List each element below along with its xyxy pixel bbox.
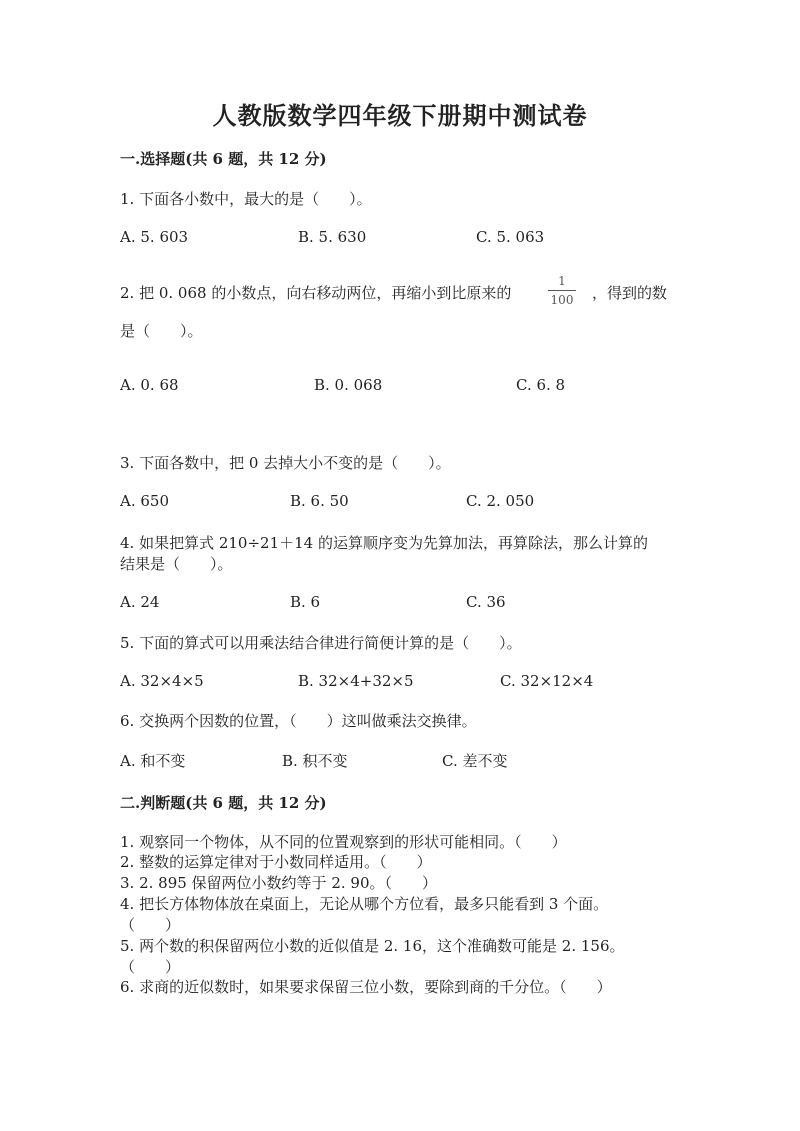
question-4-stem: 4. 如果把算式 210÷21＋14 的运算顺序变为先算加法，再算除法，那么计算的 bbox=[120, 534, 648, 552]
question-2-stem-continued: ，得到的数 bbox=[592, 284, 668, 302]
question-1-option-a: A. 5. 603 bbox=[120, 228, 189, 246]
section-heading-judgement: 二.判断题(共 6 题，共 12 分) bbox=[120, 794, 327, 812]
question-3-option-c: C. 2. 050 bbox=[466, 492, 535, 510]
fraction-denominator: 100 bbox=[550, 293, 574, 307]
question-4-stem-line2: 结果是（ ）。 bbox=[120, 555, 233, 573]
judgement-line: 5. 两个数的积保留两位小数的近似值是 2. 16，这个准确数可能是 2. 156。 bbox=[120, 937, 625, 955]
question-5-option-b: B. 32×4+32×5 bbox=[298, 672, 414, 690]
judgement-line: 4. 把长方体物体放在桌面上，无论从哪个方位看，最多只能看到 3 个面。 bbox=[120, 895, 609, 913]
question-6-option-a: A. 和不变 bbox=[120, 752, 186, 770]
question-5-option-a: A. 32×4×5 bbox=[120, 672, 204, 690]
question-6-stem: 6. 交换两个因数的位置，（ ）这叫做乘法交换律。 bbox=[120, 712, 477, 730]
question-3-stem: 3. 下面各数中，把 0 去掉大小不变的是（ ）。 bbox=[120, 454, 451, 472]
fraction-bar bbox=[548, 290, 576, 291]
question-2-stem-line2: 是（ ）。 bbox=[120, 322, 203, 340]
question-4-option-c: C. 36 bbox=[466, 593, 506, 611]
question-3-option-b: B. 6. 50 bbox=[290, 492, 349, 510]
question-5-option-c: C. 32×12×4 bbox=[500, 672, 594, 690]
question-2-option-b: B. 0. 068 bbox=[314, 376, 383, 394]
fraction-numerator: 1 bbox=[558, 274, 566, 288]
question-3-option-a: A. 650 bbox=[120, 492, 169, 510]
section-heading-choice: 一.选择题(共 6 题，共 12 分) bbox=[120, 150, 327, 168]
question-4-option-a: A. 24 bbox=[120, 593, 160, 611]
question-6-option-c: C. 差不变 bbox=[442, 752, 508, 770]
judgement-line: （ ） bbox=[120, 916, 181, 934]
judgement-line: （ ） bbox=[120, 958, 181, 976]
question-1-option-b: B. 5. 630 bbox=[298, 228, 367, 246]
question-2-option-a: A. 0. 68 bbox=[120, 376, 179, 394]
page-title: 人教版数学四年级下册期中测试卷 bbox=[212, 101, 588, 130]
question-2-stem: 2. 把 0. 068 的小数点，向右移动两位，再缩小到比原来的 bbox=[120, 284, 512, 302]
question-4-option-b: B. 6 bbox=[290, 593, 321, 611]
question-1-option-c: C. 5. 063 bbox=[476, 228, 545, 246]
question-5-stem: 5. 下面的算式可以用乘法结合律进行简便计算的是（ ）。 bbox=[120, 634, 522, 652]
question-2-option-c: C. 6. 8 bbox=[516, 376, 566, 394]
judgement-line: 3. 2. 895 保留两位小数约等于 2. 90。（ ） bbox=[120, 874, 437, 892]
fraction-one-hundredth bbox=[548, 274, 576, 307]
judgement-line: 2. 整数的运算定律对于小数同样适用。（ ） bbox=[120, 853, 432, 871]
judgement-line: 1. 观察同一个物体，从不同的位置观察到的形状可能相同。（ ） bbox=[120, 833, 567, 851]
judgement-line: 6. 求商的近似数时，如果要求保留三位小数，要除到商的千分位。（ ） bbox=[120, 978, 612, 996]
question-1-stem: 1. 下面各小数中，最大的是（ ）。 bbox=[120, 190, 372, 208]
question-6-option-b: B. 积不变 bbox=[282, 752, 348, 770]
